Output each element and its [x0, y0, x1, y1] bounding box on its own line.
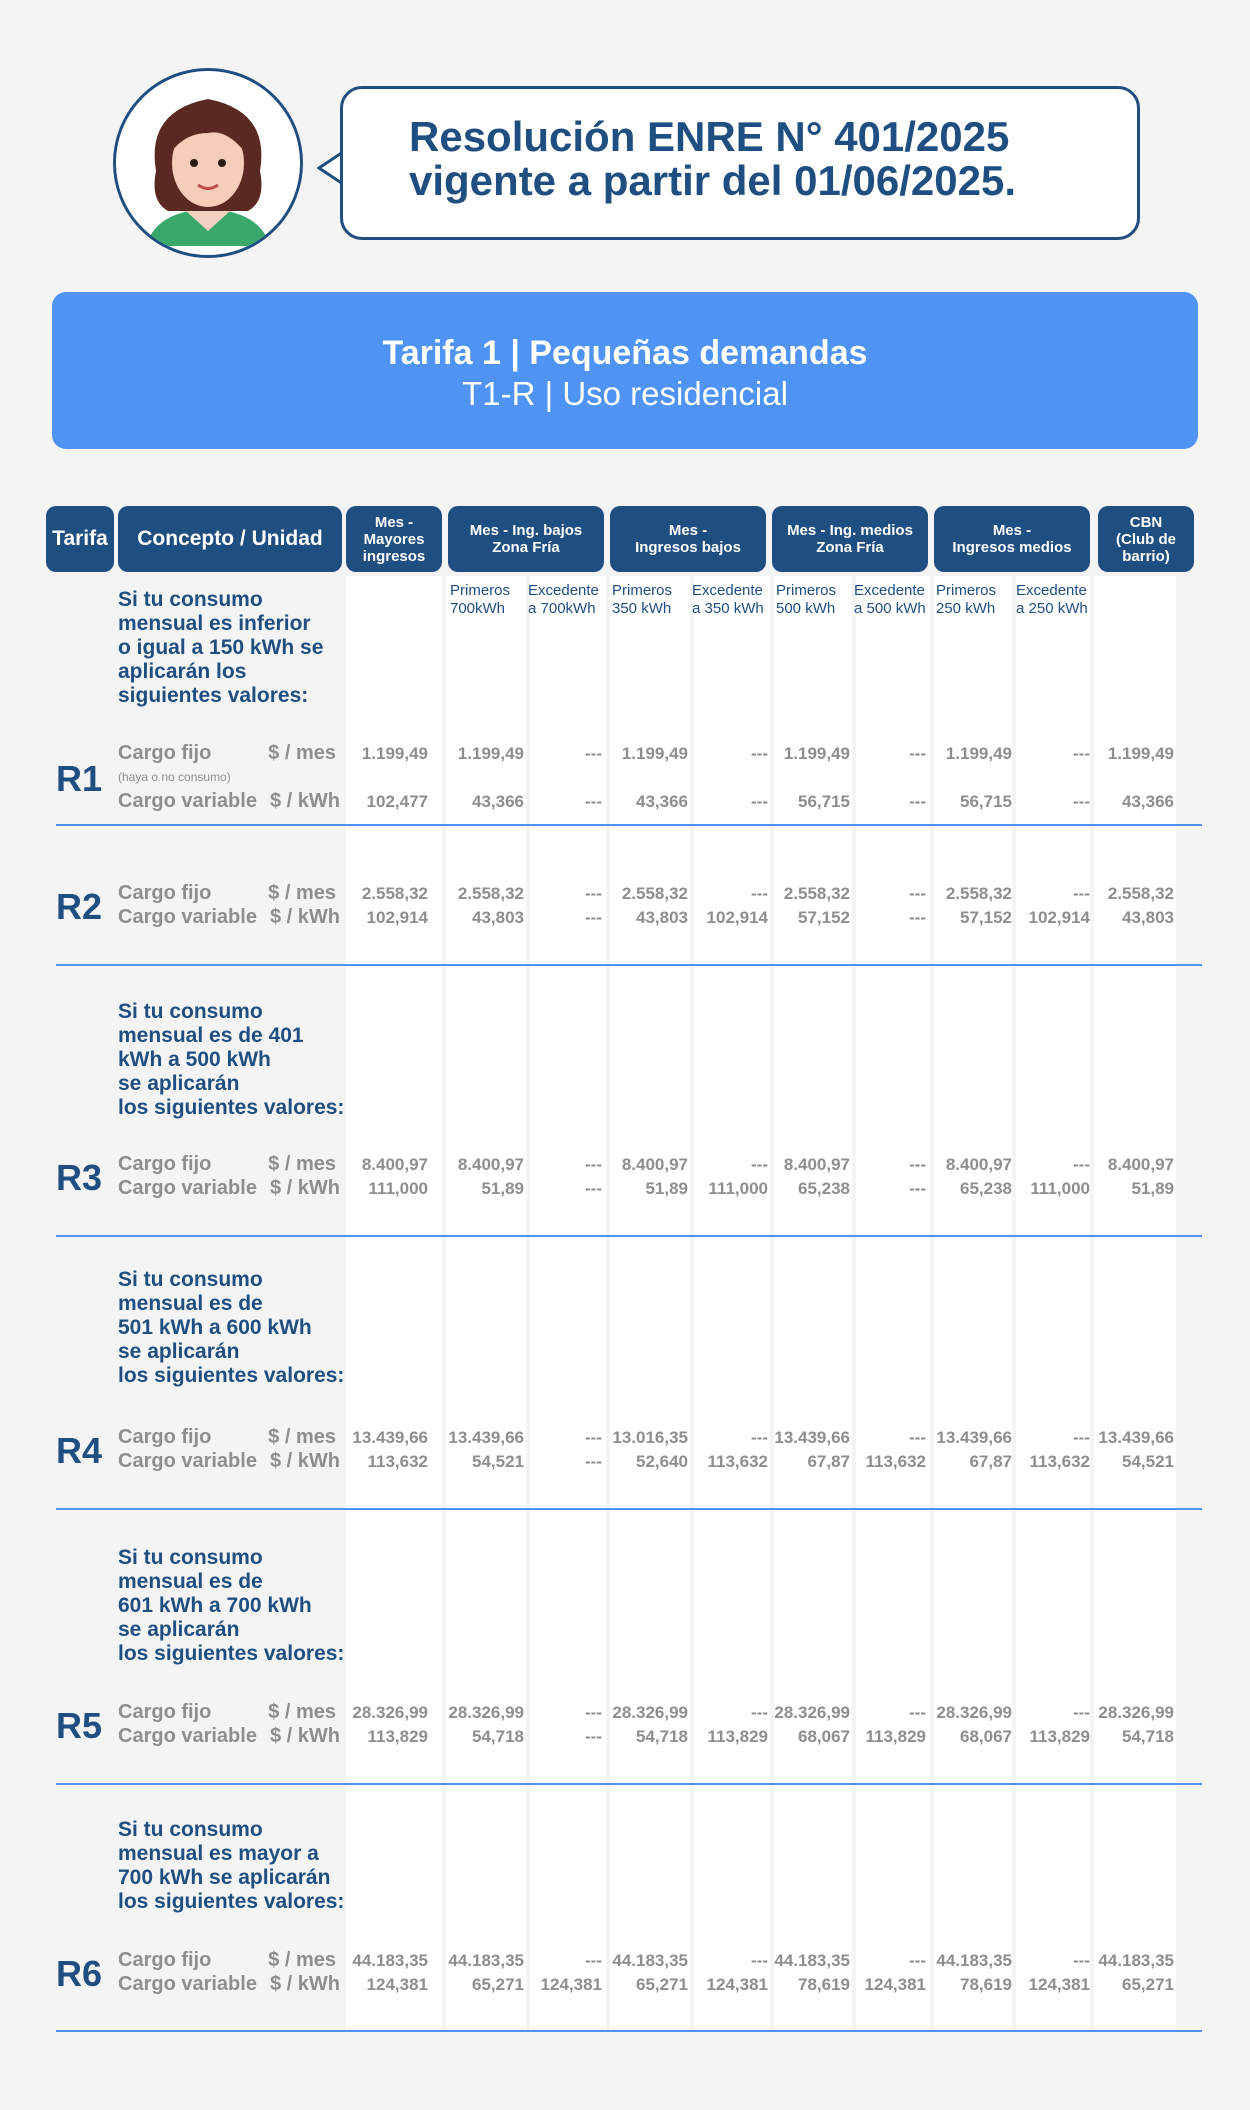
cargo-variable-label: Cargo variable: [118, 1973, 257, 1995]
cargo-fijo-label: Cargo fijo: [118, 1153, 212, 1175]
consumption-note: (haya o no consumo): [118, 770, 231, 784]
cargo-fijo-value: ---: [909, 1155, 926, 1174]
cargo-variable-label: Cargo variable: [118, 790, 257, 812]
cargo-fijo-value: ---: [751, 744, 768, 763]
cargo-fijo-value: 13.439,66: [774, 1428, 850, 1447]
tariff-label-r4: R4: [56, 1430, 103, 1471]
cargo-variable-value: 111,000: [708, 1179, 768, 1198]
cargo-fijo-value: 2.558,32: [1107, 884, 1174, 903]
cargo-variable-label: Cargo variable: [118, 906, 257, 928]
subheader-excedente-250: Excedente a 250 kWh: [1016, 582, 1088, 617]
header-medios: Mes - Ingresos medios: [934, 506, 1090, 572]
resolution-line-2: vigente a partir del 01/06/2025.: [409, 157, 1016, 204]
header-medios-zona-fria: Mes - Ing. medios Zona Fría: [772, 506, 928, 572]
resolution-line-1: Resolución ENRE N° 401/2025: [409, 113, 1010, 160]
cargo-variable-value: 113,632: [865, 1452, 926, 1471]
subheader-primeros-350: Primeros 350 kWh: [612, 582, 673, 617]
intro-r6: Si tu consumo mensual es mayor a 700 kWh se aplicarán los siguientes valores:: [118, 1818, 345, 1913]
cargo-variable-value: 78,619: [798, 1975, 850, 1994]
unit-kwh-label: $ / kWh: [269, 790, 340, 812]
row-separator: [56, 964, 1202, 966]
cargo-fijo-value: 2.558,32: [621, 884, 688, 903]
row-separator: [56, 824, 1202, 826]
cargo-fijo-value: ---: [1073, 744, 1090, 763]
cargo-variable-value: 68,067: [960, 1727, 1012, 1746]
cargo-fijo-value: ---: [585, 884, 602, 903]
cargo-fijo-value: 28.326,99: [448, 1703, 524, 1722]
intro-r3: Si tu consumo mensual es de 401 kWh a 500 kWh se aplicarán los siguientes valores:: [118, 1000, 345, 1119]
resolution-text: [409, 115, 1016, 203]
unit-mes-label: $ / mes: [268, 1153, 336, 1175]
subheader-excedente-500: Excedente a 500 kWh: [854, 582, 926, 617]
intro-r4: Si tu consumo mensual es de 501 kWh a 600 kWh se aplicarán los siguientes valores:: [118, 1268, 345, 1387]
cargo-variable-value: 43,366: [636, 792, 688, 811]
cargo-fijo-label: Cargo fijo: [118, 1701, 212, 1723]
cargo-variable-value: 65,238: [960, 1179, 1012, 1198]
cargo-fijo-value: 1.199,49: [1107, 744, 1174, 763]
cargo-fijo-value: 1.199,49: [945, 744, 1012, 763]
cargo-fijo-value: ---: [585, 1951, 602, 1970]
cargo-fijo-value: 8.400,97: [621, 1155, 688, 1174]
cargo-variable-value: 56,715: [960, 792, 1012, 811]
cargo-fijo-value: ---: [751, 1155, 768, 1174]
cargo-fijo-value: 13.439,66: [352, 1428, 428, 1447]
cargo-fijo-value: 44.183,35: [448, 1951, 524, 1970]
cargo-variable-value: ---: [585, 1727, 602, 1746]
cargo-variable-value: 54,718: [472, 1727, 524, 1746]
cargo-fijo-value: 28.326,99: [612, 1703, 688, 1722]
subheader-primeros-500: Primeros 500 kWh: [776, 582, 837, 617]
cargo-variable-label: Cargo variable: [118, 1450, 257, 1472]
tariff-banner: [52, 292, 1198, 449]
unit-kwh-label: $ / kWh: [269, 1450, 340, 1472]
cargo-variable-value: 43,803: [472, 908, 524, 927]
unit-kwh-label: $ / kWh: [269, 1177, 340, 1199]
intro-r1: Si tu consumo mensual es inferior o igual a 150 kWh se aplicarán los siguientes valores:: [118, 588, 324, 707]
cargo-fijo-value: 1.199,49: [783, 744, 850, 763]
cargo-variable-value: 113,829: [865, 1727, 926, 1746]
cargo-fijo-value: 28.326,99: [774, 1703, 850, 1722]
cargo-variable-value: 43,366: [1122, 792, 1174, 811]
cargo-fijo-value: ---: [751, 1428, 768, 1447]
cargo-variable-value: 54,718: [636, 1727, 688, 1746]
cargo-variable-value: 67,87: [807, 1452, 850, 1471]
cargo-variable-value: 54,521: [1122, 1452, 1174, 1471]
cargo-fijo-value: 44.183,35: [1098, 1951, 1174, 1970]
row-separator: [56, 1235, 1202, 1237]
cargo-fijo-value: ---: [909, 884, 926, 903]
cargo-fijo-value: 8.400,97: [361, 1155, 428, 1174]
cargo-fijo-value: 8.400,97: [457, 1155, 524, 1174]
cargo-variable-value: 124,381: [366, 1975, 428, 1994]
cargo-fijo-value: 8.400,97: [945, 1155, 1012, 1174]
cargo-fijo-value: ---: [585, 1155, 602, 1174]
tariff-label-r1: R1: [56, 758, 103, 799]
header-bajos: Mes - Ingresos bajos: [610, 506, 766, 572]
cargo-fijo-value: ---: [1073, 1155, 1090, 1174]
tariff-label-r5: R5: [56, 1705, 103, 1746]
cargo-variable-value: 54,521: [472, 1452, 524, 1471]
header-tarifa: Tarifa: [46, 506, 114, 572]
cargo-fijo-value: ---: [585, 1428, 602, 1447]
intro-r5: Si tu consumo mensual es de 601 kWh a 700 kWh se aplicarán los siguientes valores:: [118, 1546, 345, 1665]
cargo-fijo-value: 2.558,32: [783, 884, 850, 903]
cargo-fijo-value: ---: [909, 1428, 926, 1447]
cargo-variable-value: 124,381: [540, 1975, 602, 1994]
unit-kwh-label: $ / kWh: [269, 1725, 340, 1747]
cargo-variable-value: 56,715: [798, 792, 850, 811]
cargo-variable-value: ---: [585, 1452, 602, 1471]
cargo-variable-value: 65,238: [798, 1179, 850, 1198]
cargo-fijo-label: Cargo fijo: [118, 742, 212, 764]
cargo-fijo-label: Cargo fijo: [118, 1426, 212, 1448]
subheader-excedente-350: Excedente a 350 kWh: [692, 582, 764, 617]
subheader-primeros-250: Primeros 250 kWh: [936, 582, 997, 617]
cargo-variable-value: 57,152: [798, 908, 850, 927]
cargo-variable-value: 78,619: [960, 1975, 1012, 1994]
cargo-variable-value: 124,381: [1028, 1975, 1090, 1994]
cargo-variable-value: 102,477: [366, 792, 428, 811]
cargo-fijo-label: Cargo fijo: [118, 1949, 212, 1971]
cargo-variable-value: 43,803: [636, 908, 688, 927]
cargo-fijo-value: ---: [751, 1703, 768, 1722]
cargo-variable-value: 113,829: [707, 1727, 768, 1746]
cargo-variable-value: ---: [909, 908, 926, 927]
cargo-variable-value: 65,271: [636, 1975, 688, 1994]
cargo-fijo-value: 44.183,35: [936, 1951, 1012, 1970]
cargo-variable-value: 113,829: [1029, 1727, 1090, 1746]
banner-title: Tarifa 1 | Pequeñas demandas: [382, 334, 868, 372]
woman-avatar-icon: [116, 71, 300, 255]
cargo-variable-value: 113,632: [707, 1452, 768, 1471]
cargo-variable-value: 102,914: [1028, 908, 1090, 927]
cargo-fijo-value: 28.326,99: [1098, 1703, 1174, 1722]
header-mayores: Mes - Mayores ingresos: [346, 506, 442, 572]
tariff-label-r2: R2: [56, 886, 103, 927]
cargo-fijo-value: ---: [585, 1703, 602, 1722]
cargo-fijo-value: 2.558,32: [945, 884, 1012, 903]
cargo-variable-value: 113,632: [367, 1452, 428, 1471]
subheader-primeros-700: Primeros 700kWh: [450, 582, 511, 617]
cargo-variable-value: 65,271: [1122, 1975, 1174, 1994]
cargo-variable-value: ---: [751, 792, 768, 811]
cargo-fijo-value: ---: [909, 1703, 926, 1722]
cargo-variable-value: 111,000: [1030, 1179, 1090, 1198]
unit-kwh-label: $ / kWh: [269, 1973, 340, 1995]
cargo-fijo-value: 2.558,32: [361, 884, 428, 903]
cargo-fijo-value: 13.016,35: [612, 1428, 688, 1447]
row-separator: [56, 1783, 1202, 1785]
cargo-variable-value: 51,89: [481, 1179, 524, 1198]
cargo-fijo-value: 8.400,97: [1107, 1155, 1174, 1174]
cargo-variable-value: 102,914: [706, 908, 768, 927]
header-concepto: Concepto / Unidad: [118, 506, 342, 572]
cargo-variable-value: 124,381: [706, 1975, 768, 1994]
header-bajos-zona-fria: Mes - Ing. bajos Zona Fría: [448, 506, 604, 572]
row-separator: [56, 1508, 1202, 1510]
cargo-variable-value: 113,829: [367, 1727, 428, 1746]
cargo-fijo-value: 28.326,99: [352, 1703, 428, 1722]
tariff-label-r6: R6: [56, 1953, 103, 1994]
cargo-fijo-value: ---: [751, 1951, 768, 1970]
cargo-variable-value: 51,89: [1131, 1179, 1174, 1198]
cargo-variable-value: 51,89: [645, 1179, 688, 1198]
row-separator: [56, 2030, 1202, 2032]
cargo-fijo-value: 44.183,35: [774, 1951, 850, 1970]
cargo-fijo-value: ---: [1073, 1951, 1090, 1970]
unit-kwh-label: $ / kWh: [269, 906, 340, 928]
cargo-variable-value: 111,000: [368, 1179, 428, 1198]
cargo-variable-value: 102,914: [366, 908, 428, 927]
tariff-label-r3: R3: [56, 1157, 103, 1198]
avatar: [113, 68, 303, 258]
cargo-variable-value: ---: [909, 792, 926, 811]
unit-mes-label: $ / mes: [268, 1701, 336, 1723]
unit-mes-label: $ / mes: [268, 1426, 336, 1448]
cargo-fijo-value: ---: [751, 884, 768, 903]
cargo-variable-value: 124,381: [864, 1975, 926, 1994]
unit-mes-label: $ / mes: [268, 742, 336, 764]
cargo-fijo-value: ---: [1073, 884, 1090, 903]
cargo-variable-value: 67,87: [969, 1452, 1012, 1471]
banner-subtitle: T1-R | Uso residencial: [462, 375, 788, 412]
cargo-fijo-value: 13.439,66: [936, 1428, 1012, 1447]
cargo-fijo-value: ---: [585, 744, 602, 763]
cargo-variable-value: ---: [1073, 792, 1090, 811]
cargo-fijo-value: ---: [909, 744, 926, 763]
cargo-fijo-label: Cargo fijo: [118, 882, 212, 904]
cargo-variable-value: 57,152: [960, 908, 1012, 927]
speech-bubble: [340, 86, 1140, 240]
cargo-fijo-value: 13.439,66: [1098, 1428, 1174, 1447]
cargo-fijo-value: 44.183,35: [352, 1951, 428, 1970]
cargo-variable-label: Cargo variable: [118, 1177, 257, 1199]
cargo-fijo-value: 44.183,35: [612, 1951, 688, 1970]
cargo-variable-value: 113,632: [1029, 1452, 1090, 1471]
cargo-fijo-value: 8.400,97: [783, 1155, 850, 1174]
cargo-fijo-value: 1.199,49: [361, 744, 428, 763]
cargo-fijo-value: ---: [1073, 1703, 1090, 1722]
cargo-fijo-value: 1.199,49: [621, 744, 688, 763]
cargo-fijo-value: 28.326,99: [936, 1703, 1012, 1722]
unit-mes-label: $ / mes: [268, 1949, 336, 1971]
cargo-fijo-value: 2.558,32: [457, 884, 524, 903]
cargo-variable-value: ---: [585, 792, 602, 811]
header-cbn: CBN (Club de barrio): [1098, 506, 1194, 572]
cargo-variable-value: 54,718: [1122, 1727, 1174, 1746]
cargo-fijo-value: ---: [1073, 1428, 1090, 1447]
cargo-variable-label: Cargo variable: [118, 1725, 257, 1747]
subheader-excedente-700: Excedente a 700kWh: [528, 582, 599, 617]
cargo-variable-value: 65,271: [472, 1975, 524, 1994]
cargo-variable-value: ---: [909, 1179, 926, 1198]
cargo-fijo-value: 1.199,49: [457, 744, 524, 763]
cargo-fijo-value: ---: [909, 1951, 926, 1970]
cargo-variable-value: 43,803: [1122, 908, 1174, 927]
cargo-variable-value: 68,067: [798, 1727, 850, 1746]
unit-mes-label: $ / mes: [268, 882, 336, 904]
cargo-variable-value: 52,640: [636, 1452, 688, 1471]
cargo-fijo-value: 13.439,66: [448, 1428, 524, 1447]
cargo-variable-value: ---: [585, 1179, 602, 1198]
cargo-variable-value: 43,366: [472, 792, 524, 811]
cargo-variable-value: ---: [585, 908, 602, 927]
